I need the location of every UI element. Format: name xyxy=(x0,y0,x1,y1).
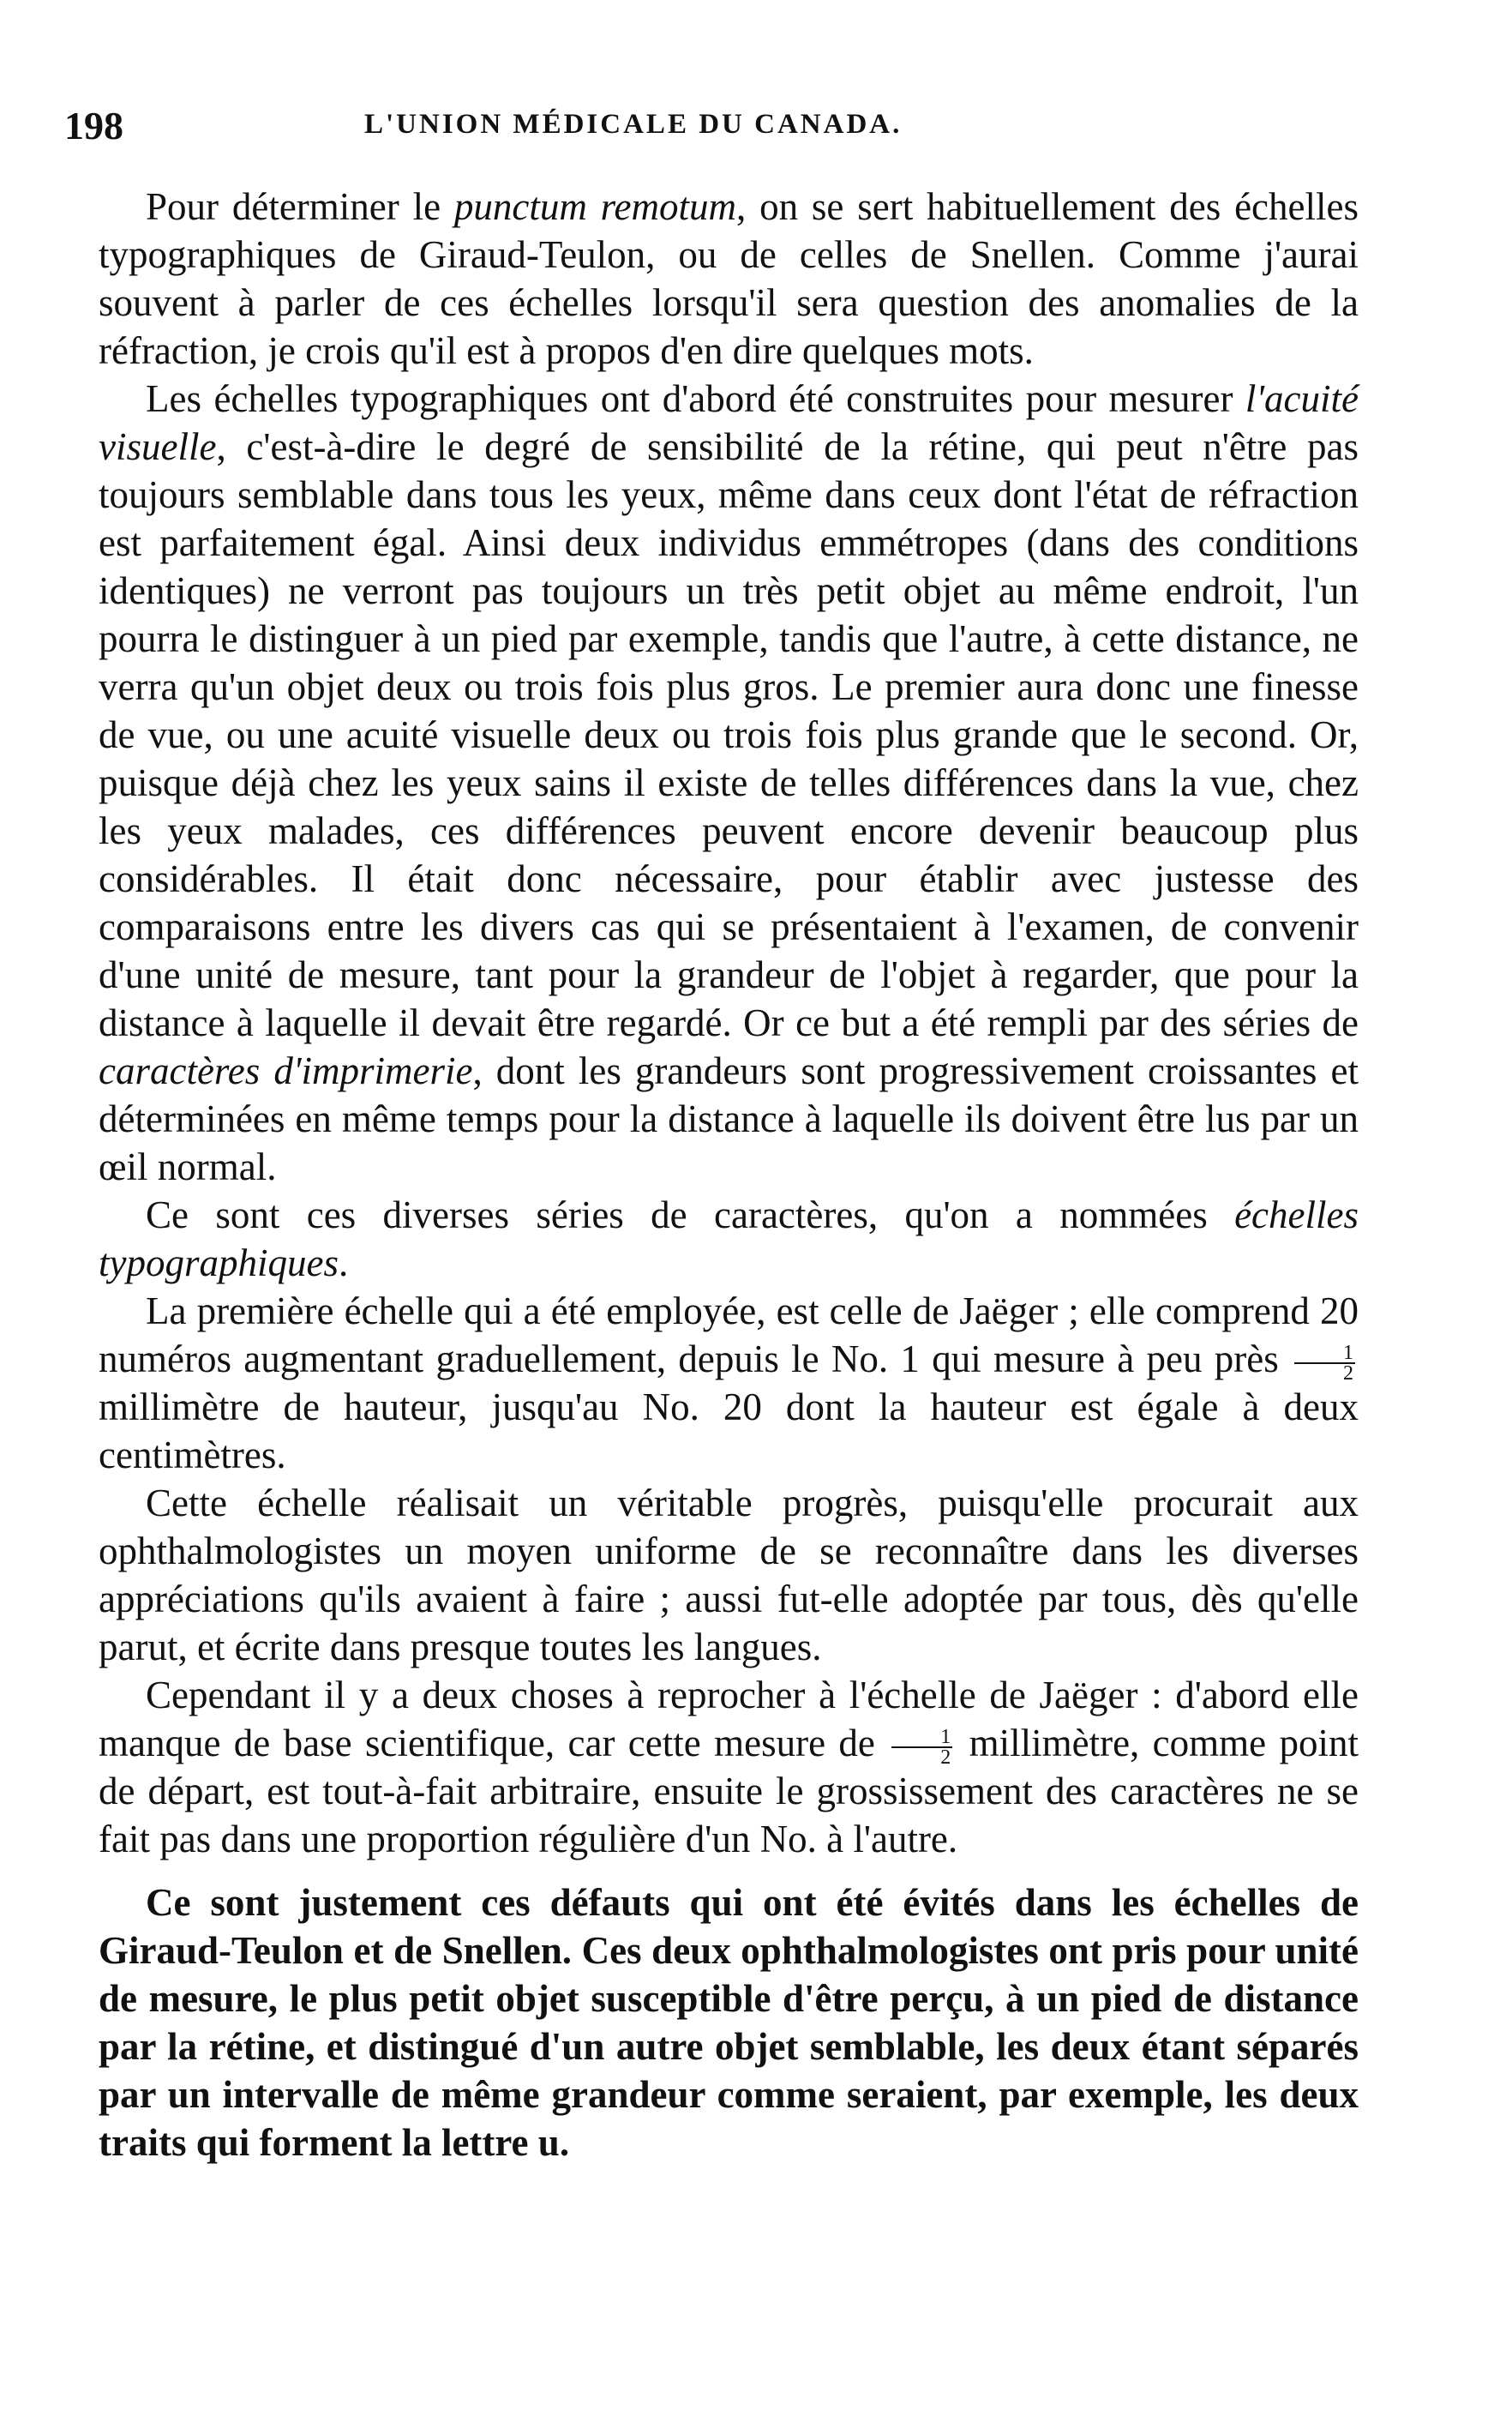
term-punctum-remotum: punctum remotum xyxy=(453,185,736,228)
running-head xyxy=(64,81,1359,150)
paragraph-reproches: Cependant il y a deux choses à reprocher à l'échelle de Jaëger : d'abord elle manque de base scientifique, car cette mesure de $\frac{1}{2}$ millimètre, comme point de départ, est tout-à-fait arbitraire, ensuite le grossissement des caractères ne se fait pas dans une proportion régulière d'un No. à l'autre. xyxy=(99,1674,1359,1860)
paragraph-echelle-jaeger: La première échelle qui a été employée, est celle de Jaëger ; elle comprend 20 numéros augmentant graduellement, depuis le No. 1 qui mesure à peu près $\frac{1}{2}$ millimètre de hauteur, jusqu'au No. 20 dont la hauteur est égale à deux centimètres. xyxy=(99,1289,1359,1476)
paragraph-punctum-remotum: Pour déterminer le punctum remotum, on se sert habituellement des échelles typographiques de Giraud-Teulon, ou de celles de Snellen. Comme j'aurai souvent à parler de ces échelles lorsqu'il sera question des anomalies de la réfraction, je crois qu'il est à propos d'en dire quelques mots. xyxy=(99,185,1359,372)
journal-title: L'UNION MÉDICALE DU CANADA. xyxy=(364,109,903,140)
term-echelles-typographiques: échelles typographiques xyxy=(99,1193,1359,1284)
page xyxy=(64,81,1359,2167)
article-body xyxy=(99,183,1359,2167)
paragraph-progres: Cette échelle réalisait un véritable progrès, puisqu'elle procurait aux ophthalmologistes un moyen uniforme de se reconnaître dans les diverses appréciations qu'ils avaient à faire ; aussi fut-elle adoptée par tous, dès qu'elle parut, et écrite dans presque toutes les langues. xyxy=(99,1481,1359,1668)
page-number: 198 xyxy=(64,104,123,147)
term-acuite-visuelle: l'acuité visuelle xyxy=(99,377,1359,468)
paragraph-echelles-typographiques: Ce sont ces diverses séries de caractères, qu'on a nommées échelles typographiques. xyxy=(99,1193,1359,1284)
letter-u: u xyxy=(537,2121,560,2164)
term-caracteres-imprimerie: caractères d'imprimerie xyxy=(99,1049,473,1092)
paragraph-acuite-visuelle: Les échelles typographiques ont d'abord été construites pour mesurer l'acuité visuelle, c'est-à-dire le degré de sensibilité de la rétine, qui peut n'être pas toujours semblable dans tous les yeux, même dans ceux dont l'état de réfraction est parfaitement égal. Ainsi deux individus emmétropes (dans des conditions identiques) ne verront pas toujours un très petit objet au même endroit, l'un pourra le distinguer à un pied par exemple, tandis que l'autre, à cette distance, ne verra qu'un objet deux ou trois fois plus gros. Le premier aura donc une finesse de vue, ou une acuité visuelle deux ou trois fois plus grande que le second. Or, puisque déjà chez les yeux sains il existe de telles différences dans la vue, chez les yeux malades, ces différences peuvent encore devenir beaucoup plus considérables. Il était donc nécessaire, pour établir avec justesse des comparaisons entre les divers cas qui se présentaient à l'examen, de convenir d'une unité de mesure, tant pour la grandeur de l'objet à regarder, que pour la distance à laquelle il devait être regardé. Or ce but a été rempli par des séries de caractères d'imprimerie, dont les grandeurs sont progressivement croissantes et déterminées en même temps pour la distance à laquelle ils doivent être lus par un œil normal. xyxy=(99,377,1359,1188)
paragraph-giraud-snellen: Ce sont justement ces défauts qui ont été évités dans les échelles de Giraud-Teulon et de Snellen. Ces deux ophthalmologistes ont pris pour unité de mesure, le plus petit objet susceptible d'être perçu, à un pied de distance par la rétine, et distingué d'un autre objet semblable, les deux étant séparés par un intervalle de même grandeur comme seraient, par exemple, les deux traits qui forment la lettre u. xyxy=(99,1881,1359,2164)
fraction-half: $\frac{1}{2}$ xyxy=(891,1728,952,1767)
fraction-half: $\frac{1}{2}$ xyxy=(1294,1343,1355,1383)
